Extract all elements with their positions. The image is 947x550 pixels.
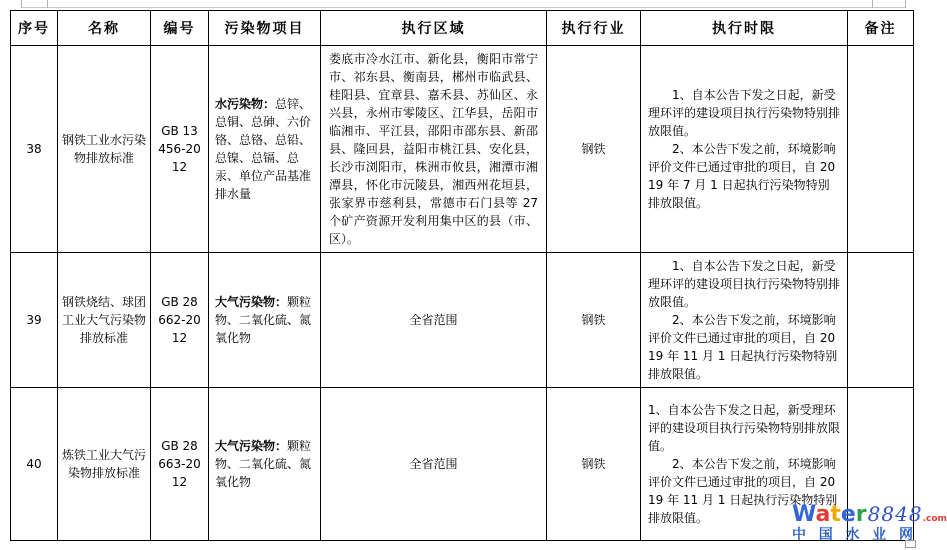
pollutant-items: 总锌、总铜、总砷、六价铬、总铬、总铅、总镍、总镉、总汞、单位产品基准排水量: [215, 97, 312, 201]
watermark-dotcom: .com: [922, 514, 947, 524]
cell-name: 炼铁工业大气污染物排放标准: [58, 388, 151, 541]
cell-region: 全省范围: [321, 253, 547, 388]
watermark-cn-name: 中 国 水 业 网: [792, 527, 913, 543]
deadline-clause-1: 1、自本公告下发之日起，新受理环评的建设项目执行污染物特别排放限值。: [648, 88, 841, 138]
deadline-clause-1: 1、自本公告下发之日起，新受理环评的建设项目执行污染物特别排放限值。: [648, 403, 841, 453]
cell-region: 娄底市冷水江市、新化县，衡阳市常宁市、祁东县、衡南县，郴州市临武县、桂阳县、宜章县、嘉禾县、苏仙区、永兴县，永州市零陵区、江华县，岳阳市临湘市、平江县，邵阳市邵东县、新邵县、隆回县，益阳市桃江县、安化县，长沙市浏阳市，株洲市攸县，湘潭市湘潭县，怀化市沅陵县，湘西州花垣县，张家界市慈利县，常德市石门县等 27 个矿产资源开发利用集中区的县（市、区）。: [321, 46, 547, 253]
standards-table: [10, 10, 914, 541]
cell-region: 全省范围: [321, 388, 547, 541]
cell-industry: 钢铁: [547, 253, 641, 388]
cropped-cell-divider: [905, 0, 906, 8]
cell-name: 钢铁烧结、球团工业大气污染物排放标准: [58, 253, 151, 388]
cell-remark: [848, 46, 914, 253]
header-industry: 执行行业: [547, 11, 641, 46]
watermark-logo-line: [792, 504, 947, 526]
cell-remark: [848, 253, 914, 388]
cell-deadline: [641, 46, 848, 253]
pollutant-items: 颗粒物、二氧化硫、氮氧化物: [215, 295, 312, 345]
cropped-cell-divider: [21, 0, 22, 8]
header-deadline: 执行时限: [641, 11, 848, 46]
header-pollutants: 污染物项目: [209, 11, 321, 46]
header-region: 执行区域: [321, 11, 547, 46]
cell-seq: 39: [11, 253, 58, 388]
cell-seq: 38: [11, 46, 58, 253]
watermark-digits: 8848: [867, 502, 923, 526]
cell-deadline: [641, 253, 848, 388]
cell-pollutants: [209, 253, 321, 388]
table-row-40: [11, 388, 914, 541]
header-row: [11, 11, 914, 46]
cell-code: GB 28662-2012: [151, 253, 209, 388]
header-name: 名称: [58, 11, 151, 46]
pollutant-type-label: 水污染物：: [215, 97, 276, 111]
header-remark: 备注: [848, 11, 914, 46]
cell-industry: 钢铁: [547, 46, 641, 253]
cell-seq: 40: [11, 388, 58, 541]
cropped-cell-divider: [872, 0, 873, 8]
cell-pollutants: [209, 46, 321, 253]
watermark-water8848: [792, 504, 947, 542]
pollutant-items: 颗粒物、二氧化硫、氮氧化物: [215, 439, 312, 489]
watermark-word: Water: [792, 502, 867, 527]
cropped-cell-divider: [47, 0, 48, 8]
table-row-38: [11, 46, 914, 253]
cell-name: 钢铁工业水污染物排放标准: [58, 46, 151, 253]
deadline-clause-2: 2、本公告下发之前，环境影响评价文件已通过审批的项目，自 2019 年 11 月 1 日起执行污染物特别排放限值。: [648, 457, 838, 525]
deadline-clause-2: 2、本公告下发之前，环境影响评价文件已通过审批的项目，自 2019 年 11 月 1 日起执行污染物特别排放限值。: [648, 313, 838, 381]
deadline-clause-2: 2、本公告下发之前，环境影响评价文件已通过审批的项目，自 2019 年 7 月 1 日起执行污染物特别排放限值。: [648, 142, 836, 210]
cell-code: GB 28663-2012: [151, 388, 209, 541]
cell-pollutants: [209, 388, 321, 541]
header-code: 编号: [151, 11, 209, 46]
table-row-39: [11, 253, 914, 388]
cropped-row-line: [21, 7, 906, 8]
header-seq: 序号: [11, 11, 58, 46]
pollutant-type-label: 大气污染物：: [215, 439, 288, 453]
deadline-clause-1: 1、自本公告下发之日起，新受理环评的建设项目执行污染物特别排放限值。: [648, 259, 841, 309]
cell-industry: 钢铁: [547, 388, 641, 541]
cell-code: GB 13456-2012: [151, 46, 209, 253]
pollutant-type-label: 大气污染物：: [215, 295, 288, 309]
